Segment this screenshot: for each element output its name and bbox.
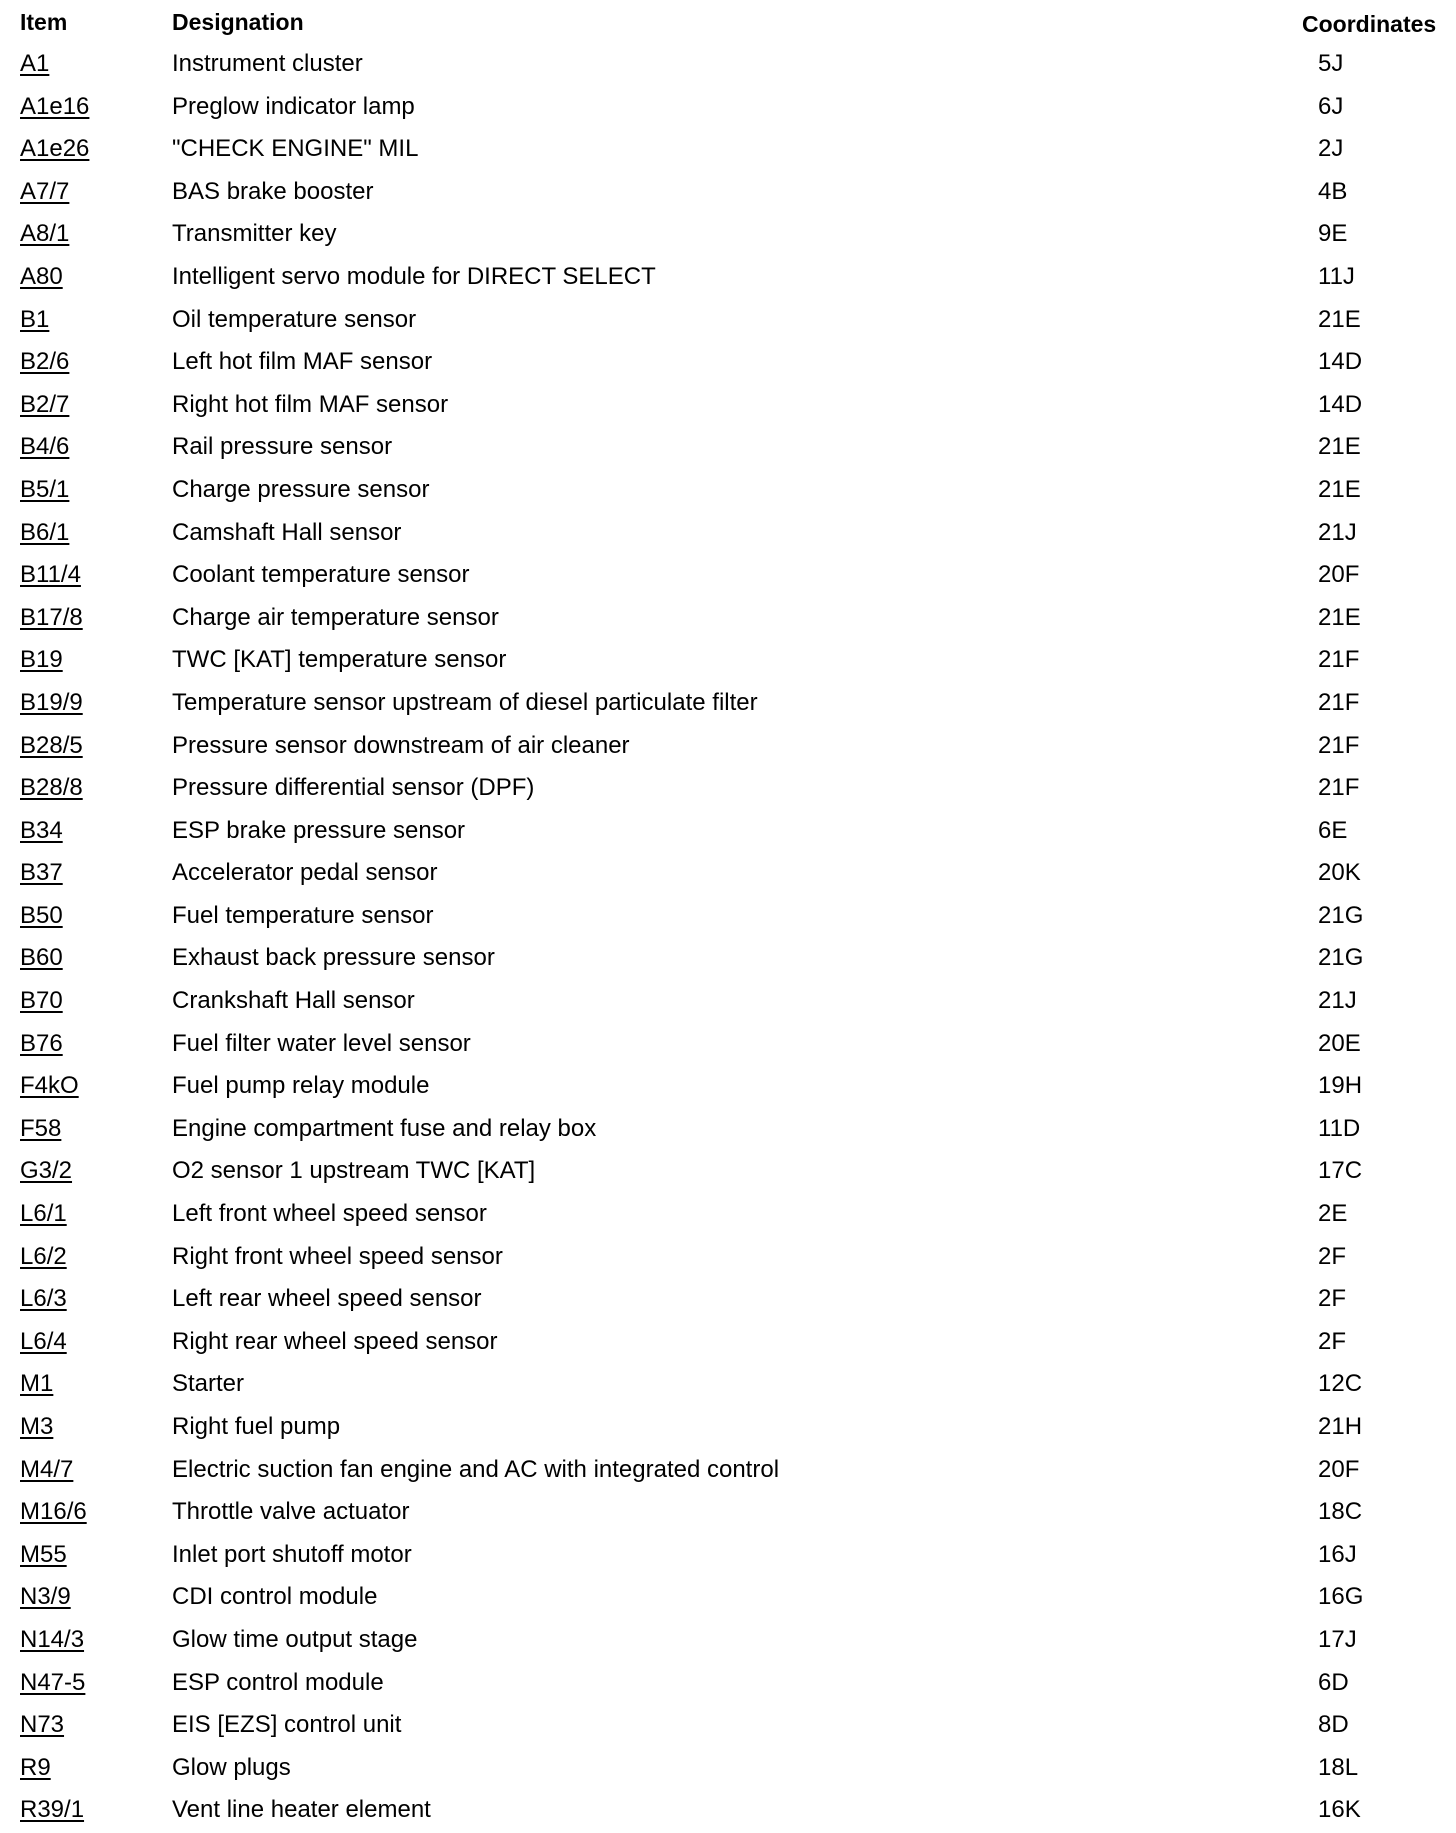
item-link[interactable]: R9 — [20, 1753, 51, 1781]
designation-text: Right front wheel speed sensor — [172, 1242, 503, 1270]
coordinates-text: 6D — [1318, 1668, 1349, 1696]
item-link[interactable]: B1 — [20, 305, 50, 333]
table-row — [0, 555, 1456, 598]
item-link[interactable]: M4/7 — [20, 1455, 74, 1483]
coordinates-text: 11D — [1318, 1114, 1361, 1142]
item-link[interactable]: B60 — [20, 944, 63, 972]
item-link[interactable]: B34 — [20, 816, 63, 844]
coordinates-text: 16K — [1318, 1796, 1361, 1824]
column-header-designation: Designation — [172, 9, 304, 35]
table-row — [0, 470, 1456, 513]
designation-text: Fuel filter water level sensor — [172, 1029, 471, 1057]
item-link[interactable]: B50 — [20, 901, 63, 929]
item-link[interactable]: B5/1 — [20, 475, 70, 503]
coordinates-text: 6J — [1318, 92, 1344, 120]
designation-text: Intelligent servo module for DIRECT SELECT — [172, 262, 656, 290]
item-link[interactable]: B28/8 — [20, 774, 83, 802]
coordinates-text: 2F — [1318, 1242, 1347, 1270]
coordinates-text: 19H — [1318, 1072, 1363, 1100]
item-link[interactable]: M16/6 — [20, 1498, 87, 1526]
coordinates-text: 4B — [1318, 177, 1348, 205]
designation-text: Charge air temperature sensor — [172, 603, 499, 631]
coordinates-text: 2J — [1318, 135, 1344, 163]
table-row — [0, 87, 1456, 130]
coordinates-text: 12C — [1318, 1370, 1363, 1398]
coordinates-text: 21E — [1318, 305, 1361, 333]
table-row — [0, 981, 1456, 1024]
table-row — [0, 385, 1456, 428]
coordinates-text: 2E — [1318, 1200, 1348, 1228]
table-row — [0, 726, 1456, 769]
table-row — [0, 1450, 1456, 1493]
designation-text: Crankshaft Hall sensor — [172, 987, 415, 1015]
table-row — [0, 1407, 1456, 1450]
table-row — [0, 811, 1456, 854]
item-link[interactable]: G3/2 — [20, 1157, 73, 1185]
table-row — [0, 129, 1456, 172]
coordinates-text: 2F — [1318, 1327, 1347, 1355]
table-row — [0, 768, 1456, 811]
coordinates-text: 17J — [1318, 1625, 1357, 1653]
table-row — [0, 44, 1456, 87]
designation-text: Pressure differential sensor (DPF) — [172, 774, 535, 802]
table-row — [0, 683, 1456, 726]
item-link[interactable]: L6/4 — [20, 1327, 67, 1355]
item-link[interactable]: B2/6 — [20, 348, 70, 376]
designation-text: Fuel temperature sensor — [172, 901, 434, 929]
designation-text: CDI control module — [172, 1583, 378, 1611]
item-link[interactable]: L6/2 — [20, 1242, 67, 1270]
item-link[interactable]: A1 — [20, 50, 50, 77]
item-link[interactable]: A1e26 — [20, 135, 90, 163]
table-row — [0, 1364, 1456, 1407]
designation-text: "CHECK ENGINE" MIL — [172, 135, 419, 163]
table-row — [0, 1151, 1456, 1194]
designation-text: Instrument cluster — [172, 50, 363, 77]
designation-text: Glow plugs — [172, 1753, 291, 1781]
item-link[interactable]: N14/3 — [20, 1625, 85, 1653]
table-row — [0, 938, 1456, 981]
table-row — [0, 427, 1456, 470]
designation-text: Right fuel pump — [172, 1413, 341, 1440]
designation-text: EIS [EZS] control unit — [172, 1711, 402, 1739]
designation-text: Throttle valve actuator — [172, 1498, 410, 1526]
item-link[interactable]: M1 — [20, 1370, 54, 1398]
designation-text: Preglow indicator lamp — [172, 92, 415, 120]
coordinates-text: 21J — [1318, 518, 1357, 546]
item-link[interactable]: B70 — [20, 987, 63, 1015]
coordinates-text: 9E — [1318, 220, 1348, 248]
item-link[interactable]: B2/7 — [20, 390, 70, 418]
coordinates-text: 14D — [1318, 348, 1363, 376]
designation-text: Left front wheel speed sensor — [172, 1200, 487, 1228]
table-row — [0, 1790, 1456, 1833]
item-link[interactable]: R39/1 — [20, 1796, 85, 1824]
coordinates-text: 21F — [1318, 731, 1360, 759]
coordinates-text: 21H — [1318, 1413, 1363, 1440]
item-link[interactable]: M3 — [20, 1413, 54, 1440]
table-row — [0, 1322, 1456, 1365]
designation-text: Right hot film MAF sensor — [172, 390, 449, 418]
coordinates-text: 5J — [1318, 50, 1344, 77]
designation-text: Transmitter key — [172, 220, 337, 248]
item-link[interactable]: L6/3 — [20, 1285, 67, 1313]
coordinates-text: 16J — [1318, 1540, 1357, 1568]
designation-text: Pressure sensor downstream of air cleaner — [172, 731, 630, 759]
table-row — [0, 1492, 1456, 1535]
table-row — [0, 342, 1456, 385]
table-row — [0, 1577, 1456, 1620]
item-link[interactable]: F4kO — [20, 1072, 79, 1100]
item-link[interactable]: N73 — [20, 1711, 65, 1739]
item-link[interactable]: N3/9 — [20, 1583, 71, 1611]
item-link[interactable]: A7/7 — [20, 177, 70, 205]
item-link[interactable]: A8/1 — [20, 220, 70, 248]
designation-text: Engine compartment fuse and relay box — [172, 1114, 597, 1142]
coordinates-text: 20F — [1318, 561, 1360, 589]
designation-text: Starter — [172, 1370, 245, 1398]
table-row — [0, 1535, 1456, 1578]
designation-text: Exhaust back pressure sensor — [172, 944, 495, 972]
designation-text: Rail pressure sensor — [172, 433, 393, 461]
coordinates-text: 20E — [1318, 1029, 1361, 1057]
table-row — [0, 257, 1456, 300]
table-row — [0, 1663, 1456, 1706]
table-row — [0, 640, 1456, 683]
coordinates-text: 21F — [1318, 774, 1360, 802]
coordinates-text: 6E — [1318, 816, 1348, 844]
designation-text: O2 sensor 1 upstream TWC [KAT] — [172, 1157, 536, 1185]
designation-text: Coolant temperature sensor — [172, 561, 470, 589]
item-link[interactable]: B17/8 — [20, 603, 83, 631]
item-link[interactable]: B11/4 — [20, 561, 81, 589]
item-link[interactable]: B19/9 — [20, 688, 83, 716]
coordinates-text: 18L — [1318, 1753, 1359, 1781]
item-link[interactable]: B6/1 — [20, 518, 70, 546]
coordinates-text: 20K — [1318, 859, 1361, 887]
table-row — [0, 1024, 1456, 1067]
coordinates-text: 8D — [1318, 1711, 1349, 1739]
designation-text: Camshaft Hall sensor — [172, 518, 402, 546]
coordinates-text: 21G — [1318, 901, 1364, 929]
coordinates-text: 20F — [1318, 1455, 1360, 1483]
designation-text: Electric suction fan engine and AC with integrated control — [172, 1455, 780, 1483]
coordinates-text: 21E — [1318, 433, 1361, 461]
designation-text: ESP control module — [172, 1668, 384, 1696]
designation-text: BAS brake booster — [172, 177, 374, 205]
item-link[interactable]: B28/5 — [20, 731, 83, 759]
coordinates-text: 21G — [1318, 944, 1364, 972]
item-link[interactable]: N47-5 — [20, 1668, 86, 1696]
table-row — [0, 513, 1456, 556]
item-link[interactable]: B76 — [20, 1029, 63, 1057]
table-row — [0, 896, 1456, 939]
designation-text: Temperature sensor upstream of diesel particulate filter — [172, 688, 758, 716]
table-row — [0, 1066, 1456, 1109]
item-link[interactable]: L6/1 — [20, 1200, 67, 1228]
item-link[interactable]: B37 — [20, 859, 63, 887]
designation-text: Charge pressure sensor — [172, 475, 430, 503]
item-link[interactable]: A80 — [20, 262, 63, 290]
item-link[interactable]: A1e16 — [20, 92, 90, 120]
designation-text: Fuel pump relay module — [172, 1072, 430, 1100]
designation-text: Accelerator pedal sensor — [172, 859, 438, 887]
designation-text: Vent line heater element — [172, 1796, 431, 1824]
coordinates-text: 21F — [1318, 646, 1360, 674]
designation-text: TWC [KAT] temperature sensor — [172, 646, 507, 674]
item-link[interactable]: B19 — [20, 646, 63, 674]
table-row — [0, 1748, 1456, 1791]
coordinates-text: 14D — [1318, 390, 1363, 418]
coordinates-text: 21F — [1318, 688, 1360, 716]
item-link[interactable]: B4/6 — [20, 433, 70, 461]
table-row — [0, 300, 1456, 343]
designation-text: Right rear wheel speed sensor — [172, 1327, 498, 1355]
table-header-row — [0, 0, 1456, 44]
designation-text: Left hot film MAF sensor — [172, 348, 433, 376]
designation-text: ESP brake pressure sensor — [172, 816, 466, 844]
column-header-item: Item — [20, 9, 68, 35]
table-row — [0, 1620, 1456, 1663]
designation-text: Glow time output stage — [172, 1625, 418, 1653]
item-link[interactable]: M55 — [20, 1540, 67, 1568]
table-row — [0, 1705, 1456, 1748]
table-row — [0, 1237, 1456, 1280]
table-row — [0, 598, 1456, 641]
item-link[interactable]: F58 — [20, 1114, 62, 1142]
column-header-coordinates: Coordinates — [1302, 11, 1437, 37]
designation-text: Oil temperature sensor — [172, 305, 417, 333]
designation-text: Inlet port shutoff motor — [172, 1540, 412, 1568]
coordinates-text: 21E — [1318, 475, 1361, 503]
coordinates-text: 21E — [1318, 603, 1361, 631]
coordinates-text: 2F — [1318, 1285, 1347, 1313]
table-body — [0, 44, 1456, 1833]
table-row — [0, 1109, 1456, 1152]
coordinates-text: 17C — [1318, 1157, 1363, 1185]
table-row — [0, 214, 1456, 257]
coordinates-text: 11J — [1318, 262, 1355, 290]
table-row — [0, 1279, 1456, 1322]
coordinates-text: 18C — [1318, 1498, 1363, 1526]
table-row — [0, 172, 1456, 215]
table-row — [0, 1194, 1456, 1237]
coordinates-text: 21J — [1318, 987, 1357, 1015]
designation-text: Left rear wheel speed sensor — [172, 1285, 482, 1313]
coordinates-text: 16G — [1318, 1583, 1364, 1611]
table-row — [0, 853, 1456, 896]
